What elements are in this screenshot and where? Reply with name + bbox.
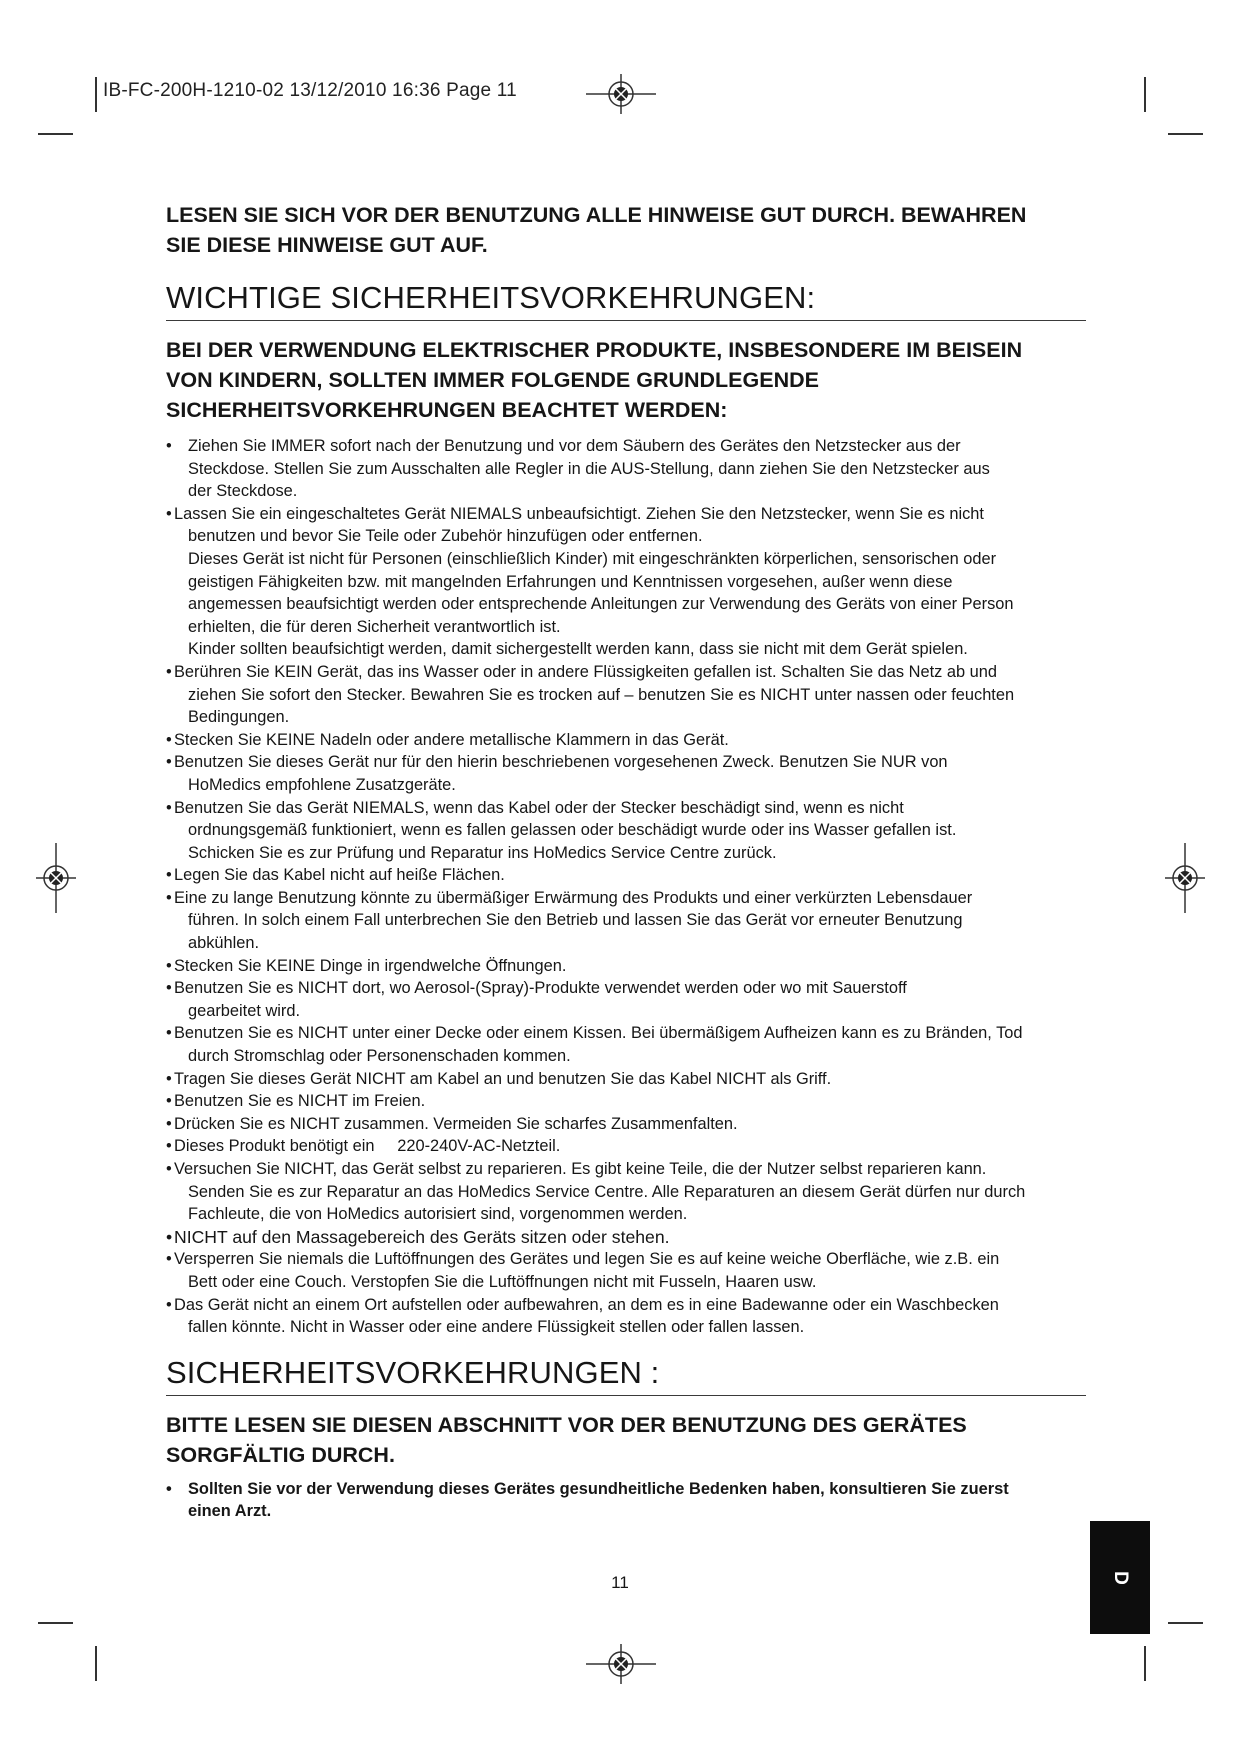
item-line: abkühlen.	[188, 934, 260, 953]
item-line: ordnungsgemäß funktioniert, wenn es fallen gelassen oder beschädigt wurde oder ins Wasser gefallen ist.	[188, 821, 957, 840]
crop-mark	[38, 1622, 73, 1624]
item-line: Dieses Gerät ist nicht für Personen (einschließlich Kinder) mit eingeschränkten körperlichen, sensorischen oder	[188, 549, 997, 568]
list-item	[166, 797, 1086, 865]
list-item	[166, 1158, 1086, 1226]
item-line: HoMedics empfohlene Zusatzgeräte.	[188, 775, 456, 794]
item-line: • Drücken Sie es NICHT zusammen. Vermeiden Sie scharfes Zusammenfalten.	[174, 1114, 738, 1133]
item-line: • Benutzen Sie das Gerät NIEMALS, wenn das Kabel oder der Stecker beschädigt sind, wenn es nicht	[174, 798, 904, 817]
item-line: Schicken Sie es zur Prüfung und Reparatur ins HoMedics Service Centre zurück.	[188, 843, 777, 862]
item-line: führen. In solch einem Fall unterbrechen Sie den Betrieb und lassen Sie das Gerät vor erneuter Benutzung	[188, 911, 963, 930]
list-item	[166, 955, 1086, 978]
section-title: SICHERHEITSVORKEHRUNGEN :	[166, 1355, 1086, 1396]
list-item	[166, 1135, 1086, 1158]
item-line: • Stecken Sie KEINE Nadeln oder andere metallische Klammern in das Gerät.	[174, 730, 729, 749]
item-line: erhielten, die für deren Sicherheit verantwortlich ist.	[188, 617, 561, 636]
item-line: Bedingungen.	[188, 708, 290, 727]
list-item	[166, 1113, 1086, 1136]
list-item	[166, 864, 1086, 887]
crop-mark	[1168, 1622, 1203, 1624]
subtitle-line: SORGFÄLTIG DURCH.	[166, 1442, 395, 1467]
list-item	[166, 751, 1086, 796]
registration-mark-icon	[1165, 843, 1205, 913]
item-line: • Legen Sie das Kabel nicht auf heiße Flächen.	[174, 866, 505, 885]
section-subtitle	[166, 335, 1086, 425]
registration-mark-icon	[586, 1644, 656, 1684]
item-line: • Lassen Sie ein eingeschaltetes Gerät NIEMALS unbeaufsichtigt. Ziehen Sie den Netzstecker, wenn Sie es nicht	[174, 504, 984, 523]
intro-line: LESEN SIE SICH VOR DER BENUTZUNG ALLE HINWEISE GUT DURCH. BEWAHREN	[166, 203, 1027, 227]
list-item	[166, 503, 1086, 661]
item-line: • Benutzen Sie es NICHT dort, wo Aerosol-(Spray)-Produkte verwendet werden oder wo mit Sauerstoff	[174, 979, 907, 998]
item-line: angemessen beaufsichtigt werden oder entsprechende Anleitungen zur Verwendung des Geräts von einer Person	[188, 595, 1014, 614]
list-item	[166, 1022, 1086, 1067]
page-content	[166, 200, 1086, 1523]
print-slug: IB-FC-200H-1210-02 13/12/2010 16:36 Page 11	[103, 80, 517, 101]
item-line: ziehen Sie sofort den Stecker. Bewahren Sie es trocken auf – benutzen Sie es NICHT unter nassen oder feuchten	[188, 685, 1015, 704]
item-line: • Sollten Sie vor der Verwendung dieses Gerätes gesundheitliche Bedenken haben, konsultieren Sie zuerst	[188, 1479, 1009, 1498]
item-line: durch Stromschlag oder Personenschaden kommen.	[188, 1047, 571, 1066]
list-item	[166, 1478, 1086, 1523]
item-line: Kinder sollten beaufsichtigt werden, damit sichergestellt werden kann, dass sie nicht mit dem Gerät spielen.	[188, 640, 968, 659]
list-item	[166, 661, 1086, 729]
item-line: • Benutzen Sie es NICHT im Freien.	[174, 1092, 426, 1111]
item-line: geistigen Fähigkeiten bzw. mit mangelnden Erfahrungen und Kenntnissen vorgesehen, außer wenn diese	[188, 572, 953, 591]
crop-mark	[1168, 133, 1203, 135]
safety-list	[166, 1478, 1086, 1523]
registration-mark-icon	[36, 843, 76, 913]
item-line: • Berühren Sie KEIN Gerät, das ins Wasser oder in andere Flüssigkeiten gefallen ist. Schalten Sie das Netz ab und	[174, 662, 998, 681]
item-line: • Eine zu lange Benutzung könnte zu übermäßiger Erwärmung des Produkts und einer verkürzten Lebensdauer	[174, 888, 973, 907]
language-tab-label: D	[1109, 1570, 1131, 1585]
subtitle-line: VON KINDERN, SOLLTEN IMMER FOLGENDE GRUNDLEGENDE	[166, 368, 819, 392]
list-item	[166, 887, 1086, 955]
item-line: • Das Gerät nicht an einem Ort aufstellen oder aufbewahren, an dem es in eine Badewanne oder ein Waschbecken	[174, 1295, 999, 1314]
item-line: • Benutzen Sie es NICHT unter einer Decke oder einem Kissen. Bei übermäßigem Aufheizen kann es zu Bränden, Tod	[174, 1024, 1023, 1043]
item-line: • Benutzen Sie dieses Gerät nur für den hierin beschriebenen vorgesehenen Zweck. Benutzen Sie NUR von	[174, 753, 948, 772]
item-line: • Tragen Sie dieses Gerät NICHT am Kabel an und benutzen Sie das Kabel NICHT als Griff.	[174, 1069, 832, 1088]
item-line: • Versperren Sie niemals die Luftöffnungen des Gerätes und legen Sie es auf keine weiche Oberfläche, wie z.B. ein	[174, 1250, 1000, 1269]
list-item	[166, 977, 1086, 1022]
item-line: einen Arzt.	[188, 1502, 272, 1521]
crop-mark	[95, 1646, 97, 1681]
item-line: Senden Sie es zur Reparatur an das HoMedics Service Centre. Alle Reparaturen an diesem Gerät dürfen nur durch	[188, 1182, 1026, 1201]
item-line: der Steckdose.	[188, 482, 298, 501]
list-item	[166, 1294, 1086, 1339]
intro-line: SIE DIESE HINWEISE GUT AUF.	[166, 233, 488, 257]
list-item	[166, 1090, 1086, 1113]
item-line: • Dieses Produkt benötigt ein 220-240V-AC-Netzteil.	[174, 1137, 561, 1156]
list-item	[166, 1068, 1086, 1091]
crop-mark	[95, 77, 97, 112]
item-line: Bett oder eine Couch. Verstopfen Sie die Luftöffnungen nicht mit Fusseln, Haaren usw.	[188, 1272, 817, 1291]
crop-mark	[1144, 1646, 1146, 1681]
section-title: WICHTIGE SICHERHEITSVORKEHRUNGEN:	[166, 280, 1086, 321]
item-line: • Stecken Sie KEINE Dinge in irgendwelche Öffnungen.	[174, 956, 567, 975]
item-line: gearbeitet wird.	[188, 1001, 301, 1020]
list-item	[166, 435, 1086, 503]
item-line: Steckdose. Stellen Sie zum Ausschalten alle Regler in die AUS-Stellung, dann ziehen Sie den Netzstecker aus	[188, 459, 990, 478]
list-item	[166, 1248, 1086, 1293]
item-line: benutzen und bevor Sie Teile oder Zubehör hinzufügen oder entfernen.	[188, 527, 703, 546]
registration-mark-icon	[586, 74, 656, 114]
safety-list	[166, 435, 1086, 1339]
item-line: Fachleute, die von HoMedics autorisiert sind, vorgenommen werden.	[188, 1205, 688, 1224]
item-line: • Versuchen Sie NICHT, das Gerät selbst zu reparieren. Es gibt keine Teile, die der Nutzer selbst reparieren kann.	[174, 1160, 987, 1178]
crop-mark	[38, 133, 73, 135]
subtitle-line: BITTE LESEN SIE DIESEN ABSCHNITT VOR DER BENUTZUNG DES GERÄTES	[166, 1412, 967, 1437]
language-tab	[1090, 1521, 1150, 1634]
crop-mark	[1144, 77, 1146, 112]
item-line: • Ziehen Sie IMMER sofort nach der Benutzung und vor dem Säubern des Gerätes den Netzstecker aus der	[188, 437, 961, 455]
subtitle-line: SICHERHEITSVORKEHRUNGEN BEACHTET WERDEN:	[166, 398, 728, 422]
item-line: • NICHT auf den Massagebereich des Geräts sitzen oder stehen.	[174, 1226, 670, 1247]
item-line: fallen könnte. Nicht in Wasser oder eine andere Flüssigkeit stellen oder fallen lassen.	[188, 1318, 805, 1337]
list-item	[166, 1226, 1086, 1249]
subtitle-line: BEI DER VERWENDUNG ELEKTRISCHER PRODUKTE, INSBESONDERE IM BEISEIN	[166, 338, 1023, 362]
intro-notice	[166, 200, 1086, 260]
list-item	[166, 729, 1086, 752]
page-number: 11	[611, 1573, 629, 1592]
section-subtitle	[166, 1410, 1086, 1470]
